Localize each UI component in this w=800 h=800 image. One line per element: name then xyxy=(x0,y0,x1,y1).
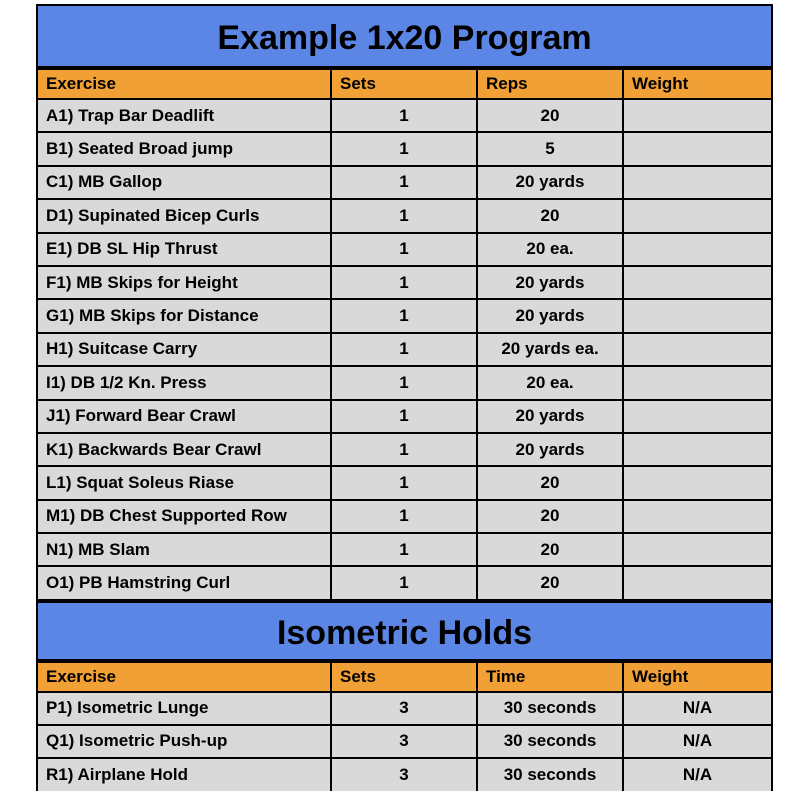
cell-weight xyxy=(623,233,771,266)
cell-exercise: B1) Seated Broad jump xyxy=(38,132,331,165)
cell-sets: 1 xyxy=(331,166,477,199)
cell-sets: 3 xyxy=(331,692,477,725)
cell-reps: 20 xyxy=(477,199,623,232)
cell-weight xyxy=(623,433,771,466)
cell-sets: 1 xyxy=(331,299,477,332)
table-row xyxy=(38,400,771,433)
cell-exercise: E1) DB SL Hip Thrust xyxy=(38,233,331,266)
header-exercise: Exercise xyxy=(38,662,331,692)
table-row xyxy=(38,500,771,533)
header-time: Time xyxy=(477,662,623,692)
cell-exercise: K1) Backwards Bear Crawl xyxy=(38,433,331,466)
table-row xyxy=(38,533,771,566)
cell-reps: 20 yards xyxy=(477,400,623,433)
program-header-row xyxy=(38,69,771,99)
cell-exercise: P1) Isometric Lunge xyxy=(38,692,331,725)
header-reps: Reps xyxy=(477,69,623,99)
cell-exercise: I1) DB 1/2 Kn. Press xyxy=(38,366,331,399)
table-row xyxy=(38,758,771,791)
cell-reps: 20 yards xyxy=(477,266,623,299)
isometric-title: Isometric Holds xyxy=(38,601,771,661)
cell-weight: N/A xyxy=(623,725,771,758)
cell-sets: 1 xyxy=(331,566,477,599)
cell-exercise: Q1) Isometric Push-up xyxy=(38,725,331,758)
cell-weight xyxy=(623,400,771,433)
table-row xyxy=(38,233,771,266)
cell-weight: N/A xyxy=(623,692,771,725)
cell-exercise: J1) Forward Bear Crawl xyxy=(38,400,331,433)
cell-sets: 3 xyxy=(331,758,477,791)
table-row xyxy=(38,333,771,366)
cell-time: 30 seconds xyxy=(477,692,623,725)
cell-sets: 1 xyxy=(331,366,477,399)
cell-sets: 1 xyxy=(331,333,477,366)
table-row xyxy=(38,433,771,466)
cell-reps: 20 xyxy=(477,566,623,599)
header-sets: Sets xyxy=(331,662,477,692)
table-row xyxy=(38,299,771,332)
cell-weight xyxy=(623,500,771,533)
cell-sets: 1 xyxy=(331,99,477,132)
cell-time: 30 seconds xyxy=(477,725,623,758)
cell-exercise: G1) MB Skips for Distance xyxy=(38,299,331,332)
table-row xyxy=(38,466,771,499)
table-row xyxy=(38,725,771,758)
cell-exercise: R1) Airplane Hold xyxy=(38,758,331,791)
cell-weight xyxy=(623,533,771,566)
header-exercise: Exercise xyxy=(38,69,331,99)
header-weight: Weight xyxy=(623,69,771,99)
cell-exercise: D1) Supinated Bicep Curls xyxy=(38,199,331,232)
table-row xyxy=(38,166,771,199)
cell-weight xyxy=(623,566,771,599)
table-row xyxy=(38,132,771,165)
program-sheet xyxy=(36,4,773,791)
cell-weight xyxy=(623,166,771,199)
cell-weight xyxy=(623,333,771,366)
program-table xyxy=(38,68,771,601)
table-row xyxy=(38,266,771,299)
cell-sets: 1 xyxy=(331,400,477,433)
cell-exercise: H1) Suitcase Carry xyxy=(38,333,331,366)
table-row xyxy=(38,366,771,399)
table-row xyxy=(38,566,771,599)
cell-reps: 20 xyxy=(477,99,623,132)
cell-sets: 1 xyxy=(331,433,477,466)
cell-sets: 1 xyxy=(331,233,477,266)
cell-sets: 1 xyxy=(331,533,477,566)
cell-weight xyxy=(623,99,771,132)
cell-sets: 1 xyxy=(331,199,477,232)
isometric-table xyxy=(38,661,771,791)
cell-weight xyxy=(623,132,771,165)
cell-sets: 1 xyxy=(331,266,477,299)
isometric-header-row xyxy=(38,662,771,692)
table-row xyxy=(38,692,771,725)
program-title: Example 1x20 Program xyxy=(38,4,771,68)
cell-reps: 20 xyxy=(477,533,623,566)
cell-exercise: L1) Squat Soleus Riase xyxy=(38,466,331,499)
cell-exercise: F1) MB Skips for Height xyxy=(38,266,331,299)
cell-exercise: A1) Trap Bar Deadlift xyxy=(38,99,331,132)
cell-exercise: M1) DB Chest Supported Row xyxy=(38,500,331,533)
cell-weight xyxy=(623,366,771,399)
cell-reps: 20 yards ea. xyxy=(477,333,623,366)
cell-reps: 20 ea. xyxy=(477,233,623,266)
cell-time: 30 seconds xyxy=(477,758,623,791)
cell-weight xyxy=(623,266,771,299)
cell-weight xyxy=(623,199,771,232)
cell-reps: 20 yards xyxy=(477,433,623,466)
table-row xyxy=(38,199,771,232)
cell-exercise: C1) MB Gallop xyxy=(38,166,331,199)
cell-weight xyxy=(623,299,771,332)
cell-reps: 20 xyxy=(477,500,623,533)
cell-reps: 20 ea. xyxy=(477,366,623,399)
cell-weight: N/A xyxy=(623,758,771,791)
cell-weight xyxy=(623,466,771,499)
cell-sets: 3 xyxy=(331,725,477,758)
header-sets: Sets xyxy=(331,69,477,99)
table-row xyxy=(38,99,771,132)
cell-sets: 1 xyxy=(331,500,477,533)
cell-exercise: N1) MB Slam xyxy=(38,533,331,566)
header-weight: Weight xyxy=(623,662,771,692)
cell-reps: 20 yards xyxy=(477,166,623,199)
cell-reps: 20 yards xyxy=(477,299,623,332)
cell-sets: 1 xyxy=(331,466,477,499)
cell-sets: 1 xyxy=(331,132,477,165)
cell-exercise: O1) PB Hamstring Curl xyxy=(38,566,331,599)
cell-reps: 20 xyxy=(477,466,623,499)
cell-reps: 5 xyxy=(477,132,623,165)
